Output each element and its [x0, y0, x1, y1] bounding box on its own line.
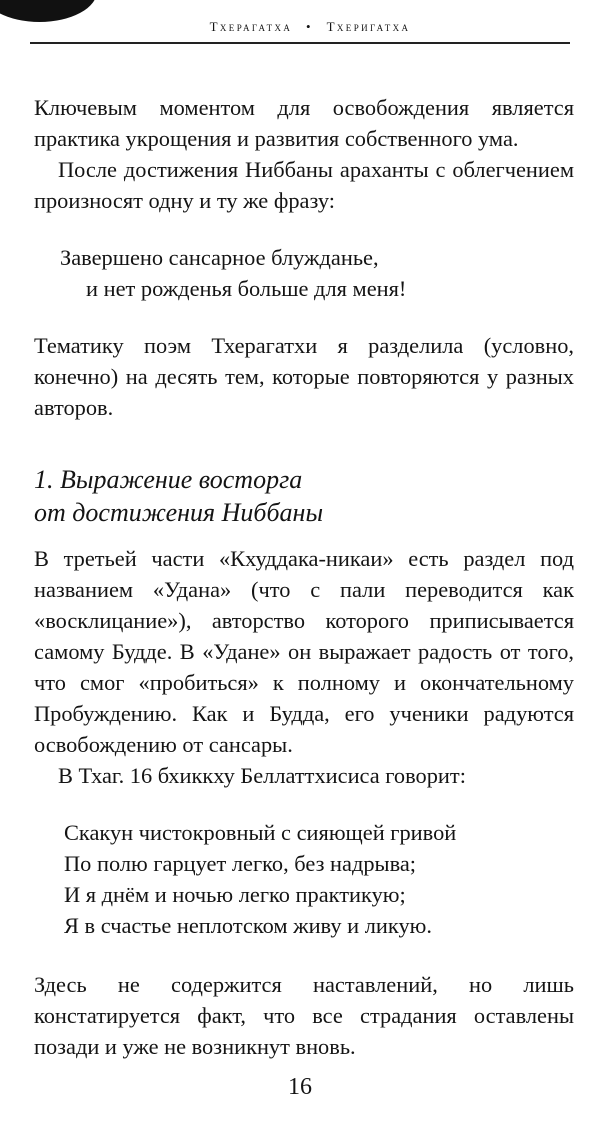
- paragraph-6: Здесь не содержится наставлений, но лишь констатируется факт, что все страдания оставлены позади и уже не возникнут вновь.: [34, 972, 574, 1059]
- spacer: [34, 941, 574, 969]
- spacer: [34, 529, 574, 543]
- running-header: [30, 19, 590, 35]
- header-left-title: Тхерагатха: [209, 19, 293, 34]
- verse-quote-1: [34, 242, 574, 304]
- header-rule: [30, 42, 570, 44]
- page-number: 16: [288, 1074, 312, 1100]
- verse-line: По полю гарцует легко, без надрыва;: [64, 851, 417, 876]
- paragraph-4: В третьей части «Кхуддака-никаи» есть раздел под названием «Удана» (что с пали переводится как «восклицание»), авторство которого приписывается самому Будде. В «Удане» он выражает радость от того, что смог «пробиться» к полному и окончательному Пробуждению. Как и Будда, его ученики радуются освобождению от сансары.: [34, 546, 574, 757]
- spacer: [34, 216, 574, 242]
- spacer: [34, 423, 574, 463]
- header-separator: •: [305, 19, 313, 34]
- verse-line: и нет рожденья больше для меня!: [86, 276, 407, 301]
- verse-quote-2: [34, 817, 574, 941]
- verse-line: Я в счастье неплотском живу и ликую.: [64, 913, 432, 938]
- spacer: [34, 791, 574, 817]
- paragraph-5: В Тхаг. 16 бхиккху Беллаттхисиса говорит:: [58, 763, 466, 788]
- verse-line: Скакун чистокровный с сияющей гривой: [64, 820, 457, 845]
- section-heading-line-1: 1. Выражение восторга: [34, 465, 303, 494]
- verse-line: И я днём и ночью легко практикую;: [64, 882, 406, 907]
- page-body: [34, 92, 574, 1062]
- paragraph-2: После достижения Ниббаны араханты с облегчением произносят одну и ту же фразу:: [34, 157, 574, 213]
- verse-line: Завершено сансарное блужданье,: [60, 245, 379, 270]
- paragraph-1: Ключевым моментом для освобождения является практика укрощения и развития собственного ума.: [34, 95, 574, 151]
- section-heading: [34, 463, 574, 529]
- header-right-title: Тхеригатха: [326, 19, 411, 34]
- section-heading-line-2: от достижения Ниббаны: [34, 498, 324, 527]
- spacer: [34, 304, 574, 330]
- paragraph-3: Тематику поэм Тхерагатхи я разделила (условно, конечно) на десять тем, которые повторяются у разных авторов.: [34, 333, 574, 420]
